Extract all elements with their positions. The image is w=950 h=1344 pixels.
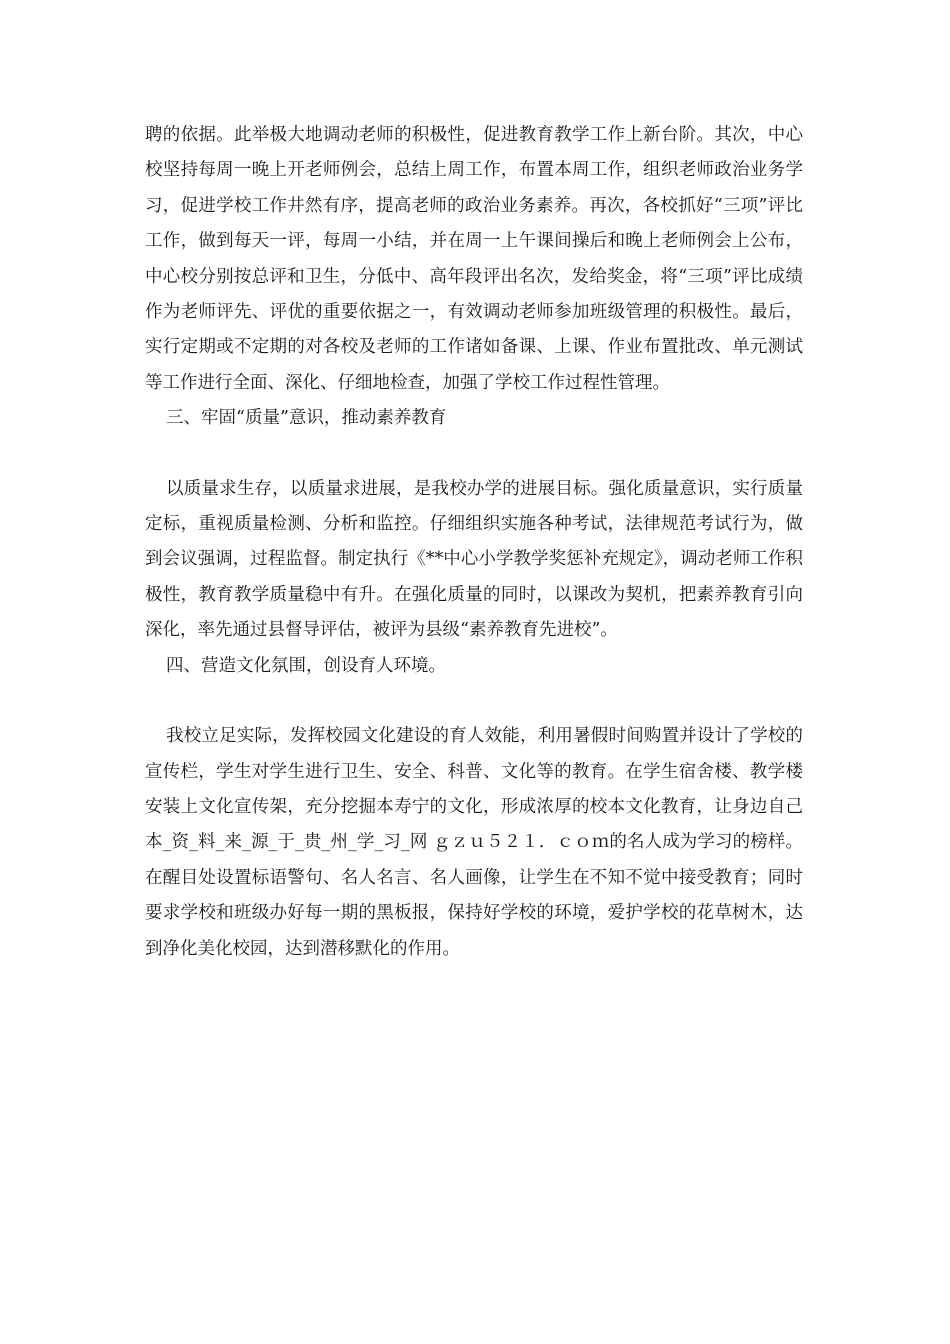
paragraph-culture: 我校立足实际，发挥校园文化建设的育人效能，利用暑假时间购置并设计了学校的宣传栏，学生对学生进行卫生、安全、科普、文化等的教育。在学生宿舍楼、教学楼安装上文化宣传架，充分挖掘本寿宁的文化，形成浓厚的校本文化教育，让身边自己本_资_料_来_源_于_贵_州_学_习_网 ｇｚｕ５２１．ｃｏｍ的名人成为学习的榜样。在醒目处设置标语警句、名人名言、名人画像，让学生在不知不觉中接受教育；同时要求学校和班级办好每一期的黑板报，保持好学校的环境，爱护学校的花草树木，达到净化美化校园，达到潜移默化的作用。	[145, 726, 803, 959]
section-heading-quality: 三、牢固“质量”意识，推动素养教育	[166, 408, 447, 429]
section-heading-culture: 四、营造文化氛围，创设育人环境。	[166, 655, 446, 676]
paragraph-quality: 以质量求生存，以质量求进展，是我校办学的进展目标。强化质量意识，实行质量定标，重视质量检测、分析和监控。仔细组织实施各种考试，法律规范考试行为，做到会议强调，过程监督。制定执行《**中心小学教学奖惩补充规定》，调动老师工作积极性，教育教学质量稳中有升。在强化质量的同时，以课改为契机，把素养教育引向深化，率先通过县督导评估，被评为县级“素养教育先进校”。	[145, 478, 803, 641]
paragraph-teacher-management: 聘的依据。此举极大地调动老师的积极性，促进教育教学工作上新台阶。其次，中心校坚持每周一晚上开老师例会，总结上周工作，布置本周工作，组织老师政治业务学习，促进学校工作井然有序，提高老师的政治业务素养。再次，各校抓好“三项”评比工作，做到每天一评，每周一小结，并在周一上午课间操后和晚上老师例会上公布，中心校分别按总评和卫生，分低中、高年段评出名次，发给奖金，将“三项”评比成绩作为老师评先、评优的重要依据之一，有效调动老师参加班级管理的积极性。最后，实行定期或不定期的对各校及老师的工作诸如备课、上课、作业布置批改、单元测试等工作进行全面、深化、仔细地检查，加强了学校工作过程性管理。	[145, 125, 803, 393]
document-page	[145, 118, 803, 967]
